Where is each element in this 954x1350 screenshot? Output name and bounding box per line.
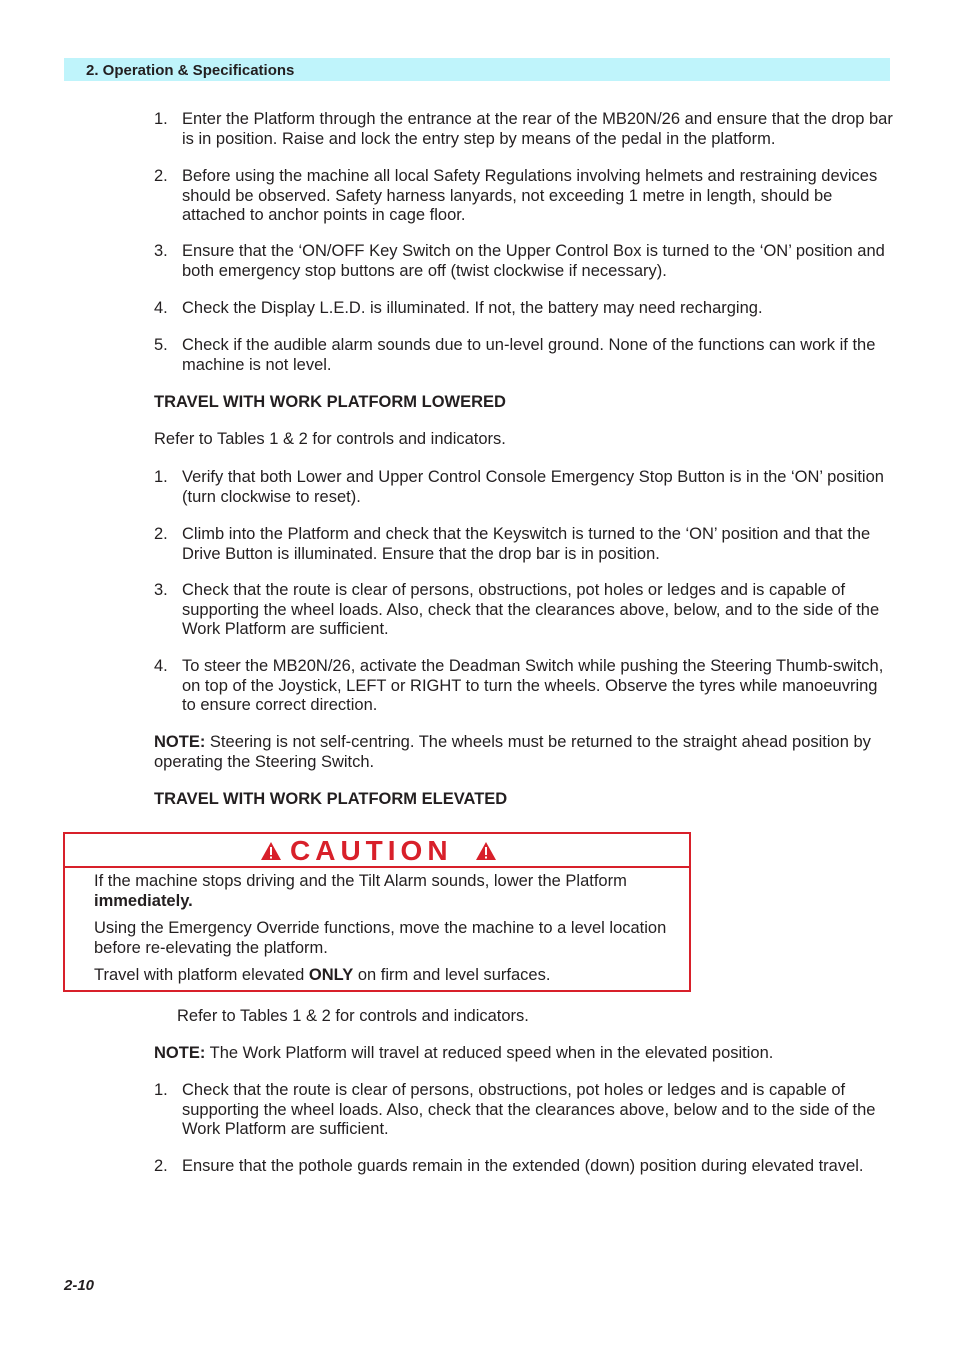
item-number: 3. [154,242,168,260]
note-text: Steering is not self-centring. The wheels must be returned to the straight ahead position by operating the Steering Switch. [154,733,871,771]
item-text: Check that the route is clear of persons, obstructions, pot holes or ledges and is capable of supporting the wheel loads. Also, check that the clearances above, below, and to the side of the Work Platform are sufficient. [182,581,880,638]
item-number: 2. [154,525,168,543]
item-number: 1. [154,1081,168,1099]
item-number: 2. [154,1157,168,1175]
caution-text-2: Using the Emergency Override functions, move the machine to a level location before re-elevating the platform. [94,919,667,957]
item-text: To steer the MB20N/26, activate the Deadman Switch while pushing the Steering Thumb-switch, on top of the Joystick, LEFT or RIGHT to turn the wheels. Observe the tyres while manoeuvring to ensure correct direction. [182,657,884,714]
note-steering [154,733,894,772]
item-number: 1. [154,110,168,128]
item-number: 3. [154,581,168,599]
caution-box [63,832,691,992]
warning-triangle-icon [260,841,282,861]
note-label: NOTE: [154,733,206,751]
note-text: The Work Platform will travel at reduced speed when in the elevated position. [205,1044,774,1062]
section-header-bar [64,58,890,81]
caution-text-1 [94,872,684,911]
section-title: 2. Operation & Specifications [86,62,295,79]
caution-line-1-bold: immediately. [94,891,193,910]
caution-line-3-bold: ONLY [308,966,354,984]
item-text: Check if the audible alarm sounds due to un-level ground. None of the functions can work if the machine is not level. [182,336,876,374]
item-text: Ensure that the pothole guards remain in the extended (down) position during elevated travel. [182,1157,864,1175]
caution-line-3-post: on firm and level surfaces. [353,966,551,984]
page-number: 2-10 [64,1277,95,1294]
caution-text-3 [94,966,684,986]
refer-text: Refer to Tables 1 & 2 for controls and indicators. [177,1007,529,1025]
caution-line-3-pre: Travel with platform elevated [94,966,309,984]
item-number: 5. [154,336,168,354]
caution-line-1: If the machine stops driving and the Tilt Alarm sounds, lower the Platform [94,872,627,890]
item-text: Check the Display L.E.D. is illuminated. If not, the battery may need recharging. [182,299,763,317]
section-heading-lowered: TRAVEL WITH WORK PLATFORM LOWERED [154,393,506,411]
item-number: 4. [154,299,168,317]
section-heading-elevated: TRAVEL WITH WORK PLATFORM ELEVATED [154,790,508,808]
item-number: 2. [154,167,168,185]
item-text: Check that the route is clear of persons, obstructions, pot holes or ledges and is capable of supporting the wheel loads. Also, check that the clearances above, below and to the side of the Work Platform are sufficient. [182,1081,876,1138]
item-number: 1. [154,468,168,486]
caution-title: CAUTION [290,835,453,866]
note-speed [154,1044,894,1064]
note-label: NOTE: [154,1044,206,1062]
item-text: Enter the Platform through the entrance at the rear of the MB20N/26 and ensure that the drop bar is in position. Raise and lock the entry step by means of the pedal in the platform. [182,110,893,148]
refer-text: Refer to Tables 1 & 2 for controls and indicators. [154,430,506,448]
warning-triangle-icon [475,841,497,861]
item-text: Before using the machine all local Safety Regulations involving helmets and restraining devices should be observed. Safety harness lanyards, not exceeding 1 metre in length, should be attached to anchor points in cage floor. [182,167,878,224]
item-number: 4. [154,657,168,675]
item-text: Climb into the Platform and check that the Keyswitch is turned to the ‘ON’ position and that the Drive Button is illuminated. Ensure that the drop bar is in position. [182,525,871,563]
item-text: Ensure that the ‘ON/OFF Key Switch on the Upper Control Box is turned to the ‘ON’ position and both emergency stop buttons are off (twist clockwise if necessary). [182,242,885,280]
caution-header [65,834,689,868]
item-text: Verify that both Lower and Upper Control Console Emergency Stop Button is in the ‘ON’ position (turn clockwise to reset). [182,468,884,506]
